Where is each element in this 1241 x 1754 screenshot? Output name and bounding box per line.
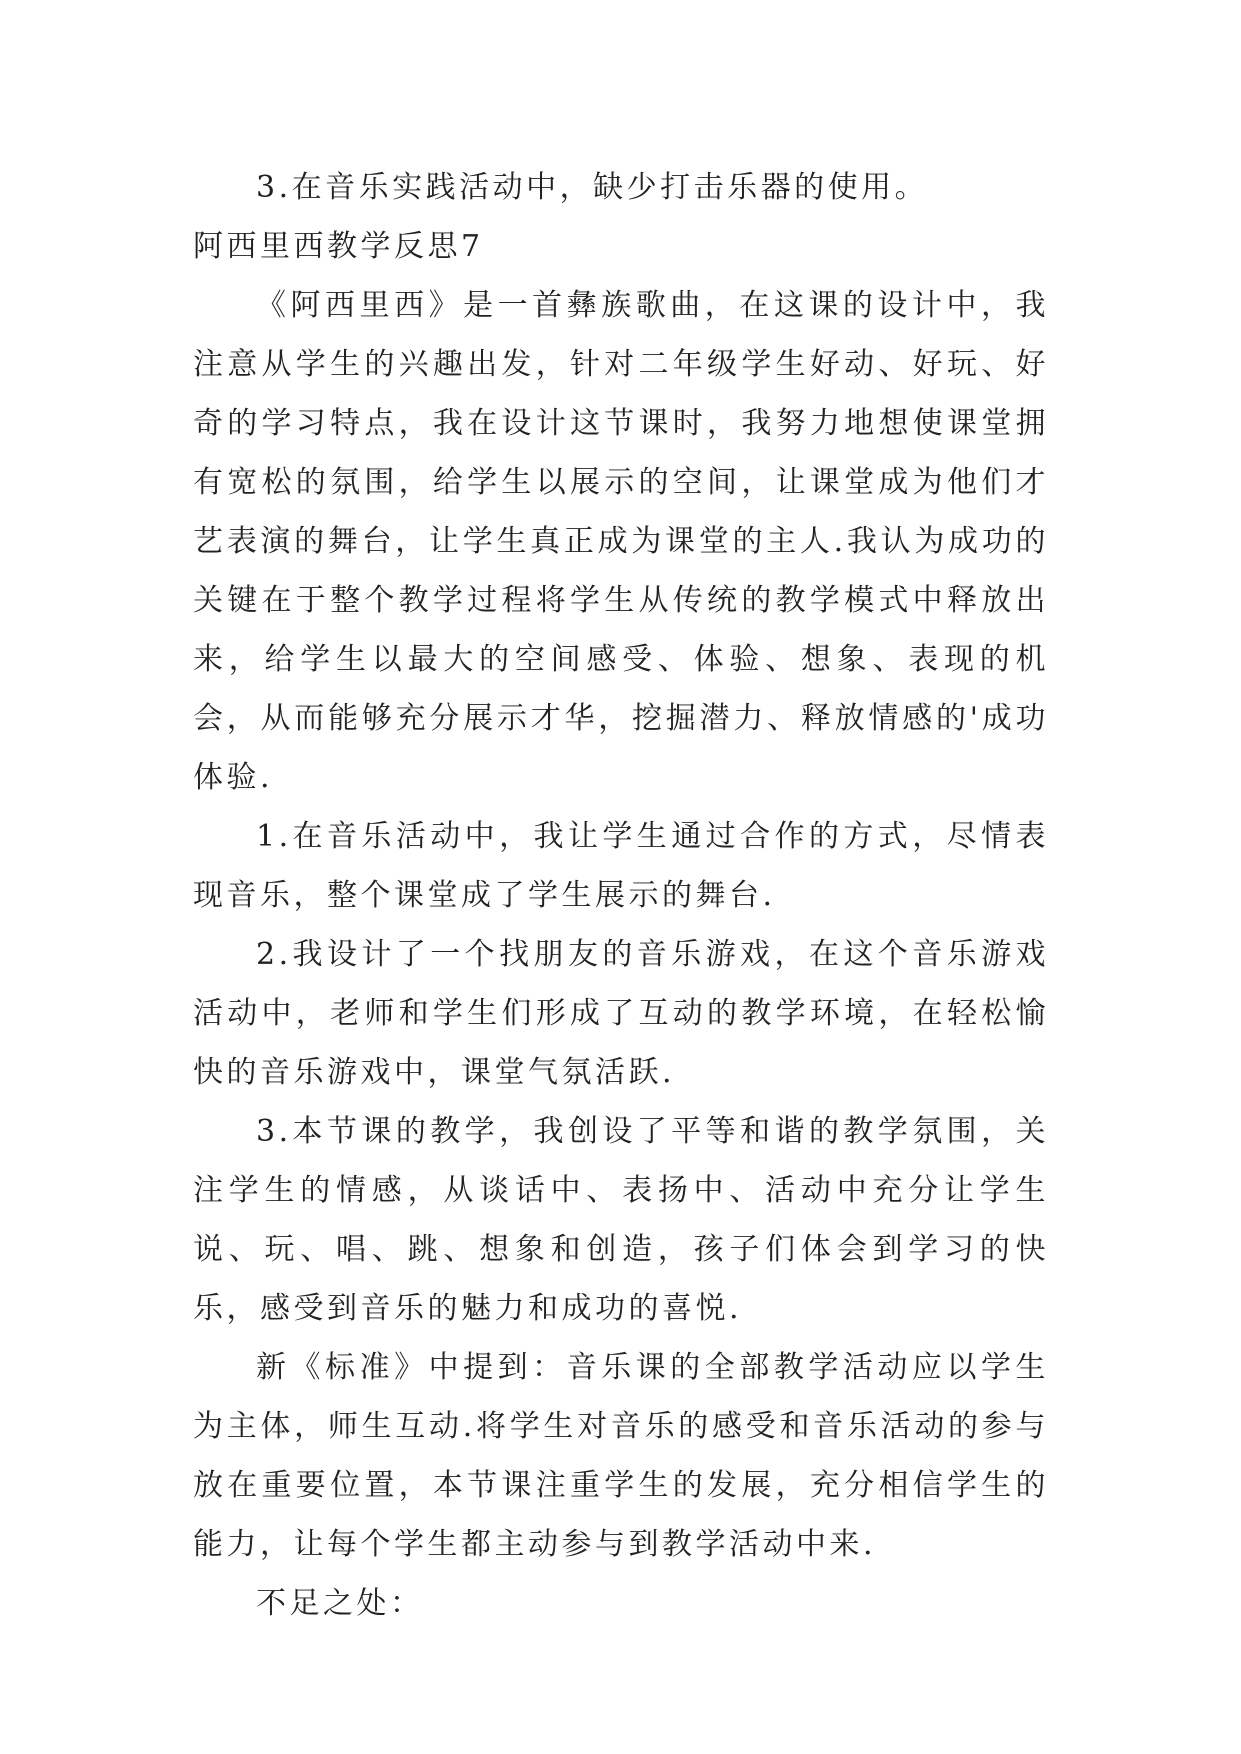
standard-paragraph: 新《标准》中提到：音乐课的全部教学活动应以学生为主体，师生互动.将学生对音乐的感受和音乐活动的参与放在重要位置，本节课注重学生的发展，充分相信学生的能力，让每个学生都主动参与到教学活动中来.: [193, 1350, 1049, 1562]
section-heading: 阿西里西教学反思7: [193, 229, 484, 264]
document-body: [193, 158, 1049, 1633]
list-item-music-game: 2.我设计了一个找朋友的音乐游戏，在这个音乐游戏活动中，老师和学生们形成了互动的教学环境，在轻松愉快的音乐游戏中，课堂气氛活跃.: [193, 937, 1049, 1090]
list-item-instruments: 3.在音乐实践活动中，缺少打击乐器的使用。: [256, 170, 929, 205]
shortcomings-paragraph: 不足之处：: [256, 1586, 424, 1621]
intro-paragraph: 《阿西里西》是一首彝族歌曲，在这课的设计中，我注意从学生的兴趣出发，针对二年级学生好动、好玩、好奇的学习特点，我在设计这节课时，我努力地想使课堂拥有宽松的氛围，给学生以展示的空间，让课堂成为他们才艺表演的舞台，让学生真正成为课堂的主人.我认为成功的关键在于整个教学过程将学生从传统的教学模式中释放出来，给学生以最大的空间感受、体验、想象、表现的机会，从而能够充分展示才华，挖掘潜力、释放情感的'成功体验.: [193, 288, 1049, 795]
list-item-atmosphere: 3.本节课的教学，我创设了平等和谐的教学氛围，关注学生的情感，从谈话中、表扬中、活动中充分让学生说、玩、唱、跳、想象和创造，孩子们体会到学习的快乐，感受到音乐的魅力和成功的喜悦.: [193, 1114, 1049, 1326]
list-item-cooperation: 1.在音乐活动中，我让学生通过合作的方式，尽情表现音乐，整个课堂成了学生展示的舞台.: [193, 819, 1049, 913]
